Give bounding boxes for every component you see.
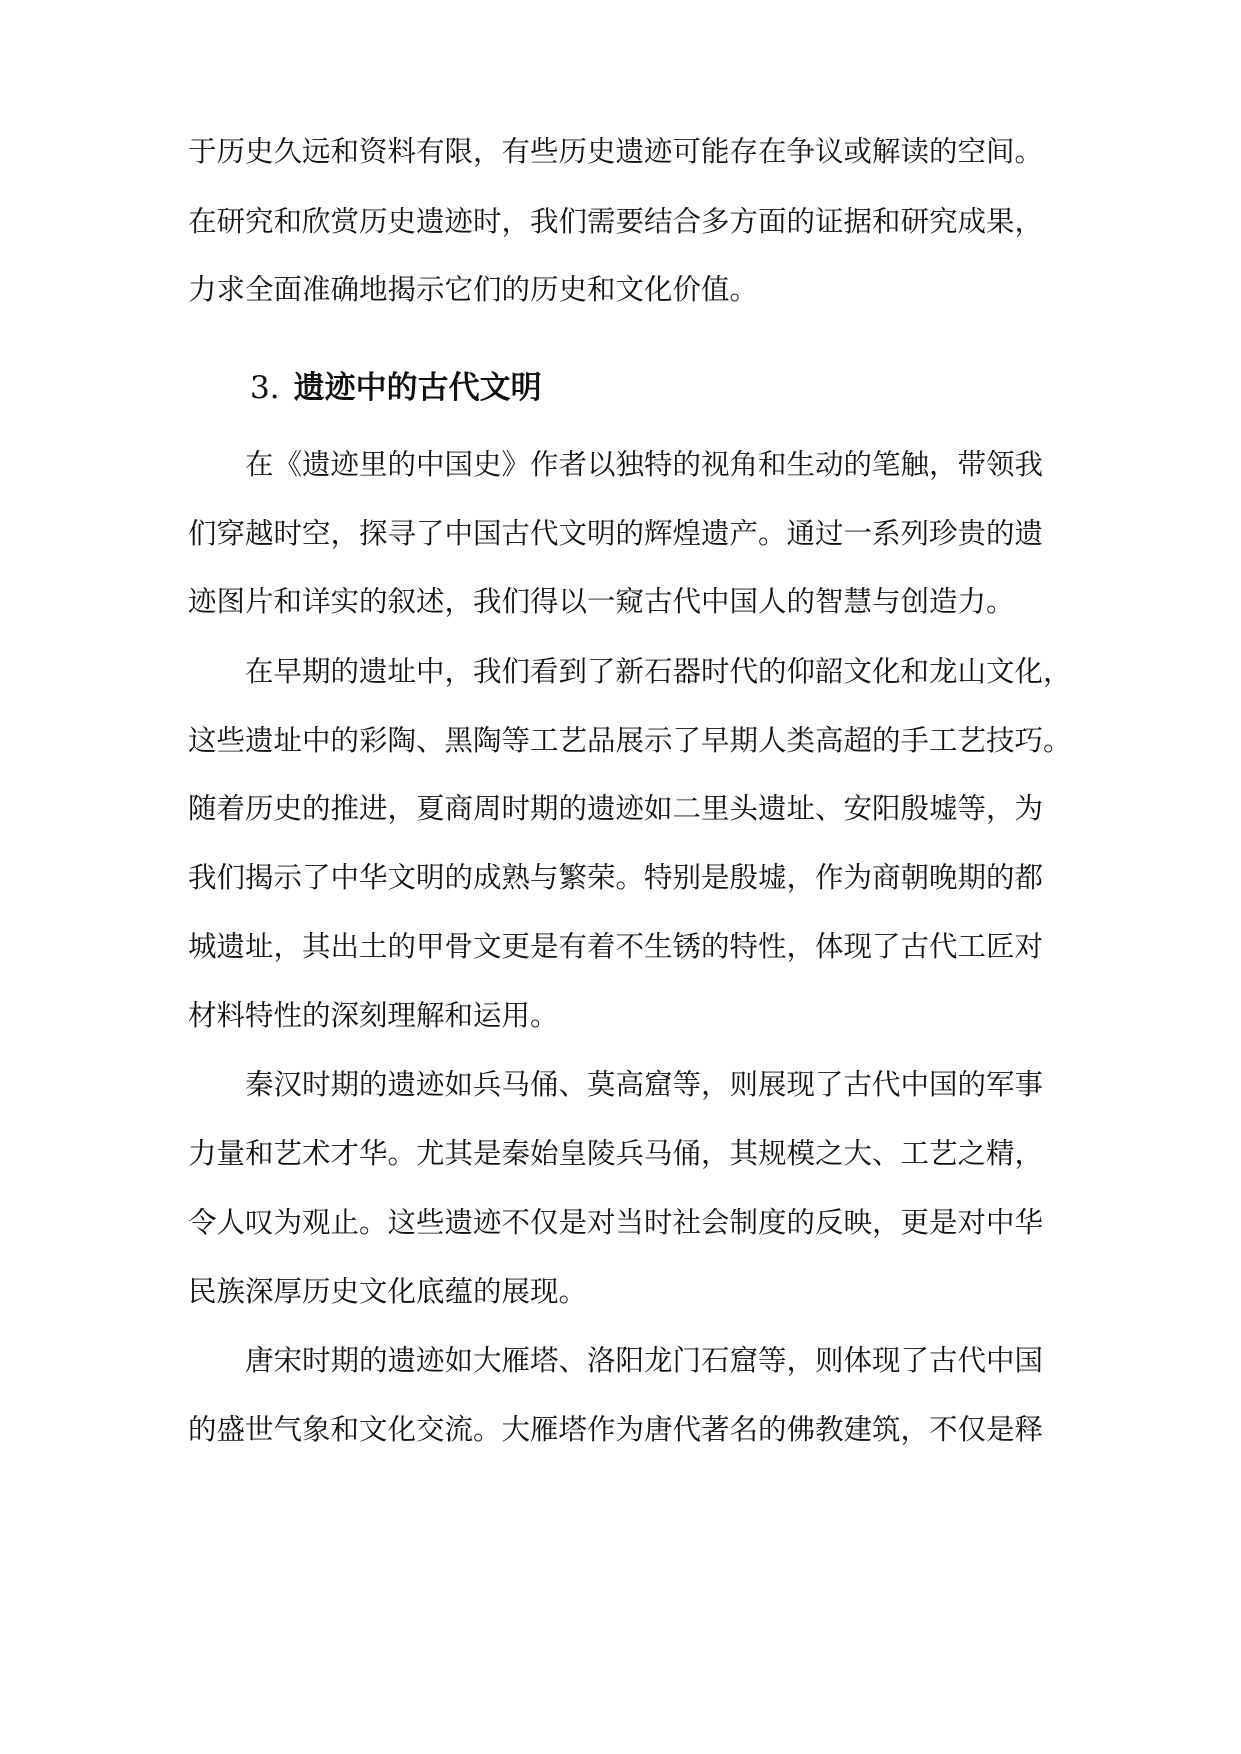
section-title: 遗迹中的古代文明 bbox=[293, 370, 542, 406]
text-line: 民族深厚历史文化底蕴的展现。 bbox=[188, 1275, 588, 1308]
text-line: 于历史久远和资料有限，有些历史遗迹可能存在争议或解读的空间。 bbox=[188, 135, 1044, 168]
section-heading bbox=[250, 363, 542, 413]
text-line: 在早期的遗址中，我们看到了新石器时代的仰韶文化和龙山文化， bbox=[245, 655, 1072, 688]
text-line: 唐宋时期的遗迹如大雁塔、洛阳龙门石窟等，则体现了古代中国 bbox=[245, 1344, 1044, 1377]
text-line: 令人叹为观止。这些遗迹不仅是对当时社会制度的反映，更是对中华 bbox=[188, 1206, 1044, 1239]
text-line: 力求全面准确地揭示它们的历史和文化价值。 bbox=[188, 273, 759, 306]
text-line: 迹图片和详实的叙述，我们得以一窥古代中国人的智慧与创造力。 bbox=[188, 585, 1015, 618]
text-line: 城遗址，其出土的甲骨文更是有着不生锈的特性，体现了古代工匠对 bbox=[188, 930, 1044, 963]
text-line: 的盛世气象和文化交流。大雁塔作为唐代著名的佛教建筑，不仅是释 bbox=[188, 1413, 1044, 1446]
text-line: 这些遗址中的彩陶、黑陶等工艺品展示了早期人类高超的手工艺技巧。 bbox=[188, 724, 1072, 757]
text-line: 秦汉时期的遗迹如兵马俑、莫高窟等，则展现了古代中国的军事 bbox=[245, 1068, 1044, 1101]
text-line: 我们揭示了中华文明的成熟与繁荣。特别是殷墟，作为商朝晚期的都 bbox=[188, 861, 1044, 894]
text-line: 材料特性的深刻理解和运用。 bbox=[188, 999, 559, 1032]
text-line: 在《遗迹里的中国史》作者以独特的视角和生动的笔触，带领我 bbox=[245, 448, 1044, 481]
section-number: 3. bbox=[250, 370, 280, 406]
text-line: 在研究和欣赏历史遗迹时，我们需要结合多方面的证据和研究成果， bbox=[188, 205, 1044, 238]
text-line: 力量和艺术才华。尤其是秦始皇陵兵马俑，其规模之大、工艺之精， bbox=[188, 1137, 1044, 1170]
text-line: 们穿越时空，探寻了中国古代文明的辉煌遗产。通过一系列珍贵的遗 bbox=[188, 517, 1044, 550]
text-line: 随着历史的推进，夏商周时期的遗迹如二里头遗址、安阳殷墟等，为 bbox=[188, 792, 1044, 825]
